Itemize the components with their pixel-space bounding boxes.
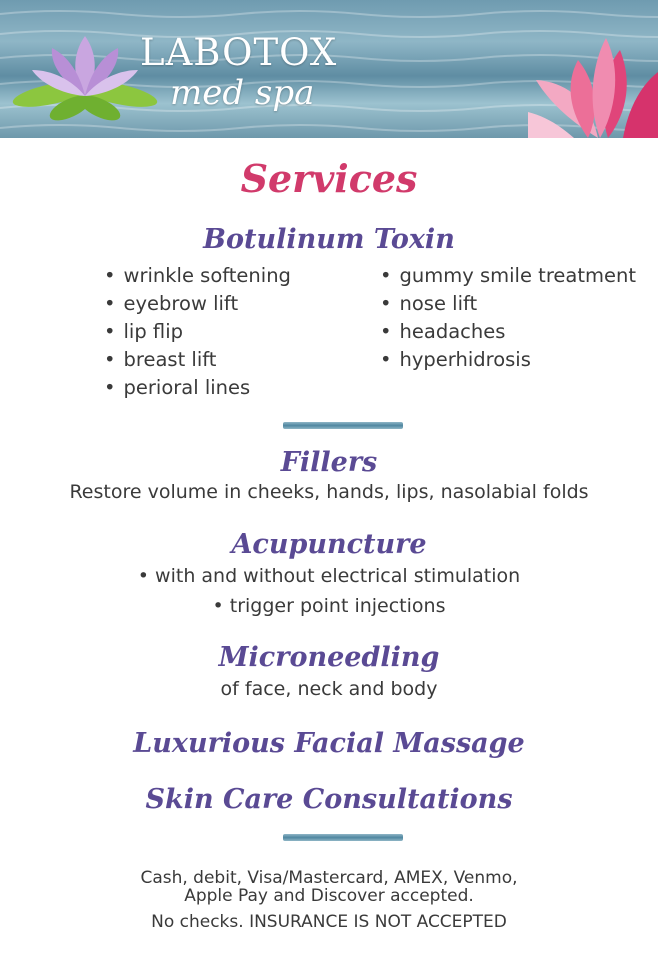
payment-info-line: Apple Pay and Discover accepted. [184, 886, 474, 906]
fillers-heading: Fillers [280, 447, 378, 478]
list-item: • perioral lines [104, 374, 291, 402]
botox-list-left [104, 262, 291, 402]
botox-heading: Botulinum Toxin [203, 224, 455, 255]
botox-list-right [380, 262, 636, 374]
list-item: • hyperhidrosis [380, 346, 636, 374]
acupuncture-item: • trigger point injections [212, 595, 446, 617]
microneedling-description: of face, neck and body [220, 678, 438, 700]
list-item: • breast lift [104, 346, 291, 374]
section-divider [283, 422, 403, 429]
header-banner [0, 0, 658, 138]
microneedling-heading: Microneedling [218, 642, 440, 673]
acupuncture-heading: Acupuncture [231, 529, 427, 560]
list-item: • lip flip [104, 318, 291, 346]
list-item: • eyebrow lift [104, 290, 291, 318]
skin-care-heading: Skin Care Consultations [145, 784, 513, 815]
list-item: • gummy smile treatment [380, 262, 636, 290]
payment-notice: No checks. INSURANCE IS NOT ACCEPTED [151, 912, 507, 932]
section-divider [283, 834, 403, 841]
list-item: • wrinkle softening [104, 262, 291, 290]
brand-subtitle: med spa [170, 73, 315, 113]
fillers-description: Restore volume in cheeks, hands, lips, nasolabial folds [69, 481, 589, 503]
lotus-logo-icon [10, 26, 160, 126]
payment-info-line: Cash, debit, Visa/Mastercard, AMEX, Venmo, [140, 868, 518, 888]
brand-title: LABOTOX [140, 31, 338, 74]
list-item: • headaches [380, 318, 636, 346]
lotus-flower-photo [528, 20, 658, 138]
list-item: • nose lift [380, 290, 636, 318]
services-title: Services [240, 156, 418, 201]
massage-heading: Luxurious Facial Massage [133, 728, 525, 759]
acupuncture-item: • with and without electrical stimulation [137, 565, 521, 587]
